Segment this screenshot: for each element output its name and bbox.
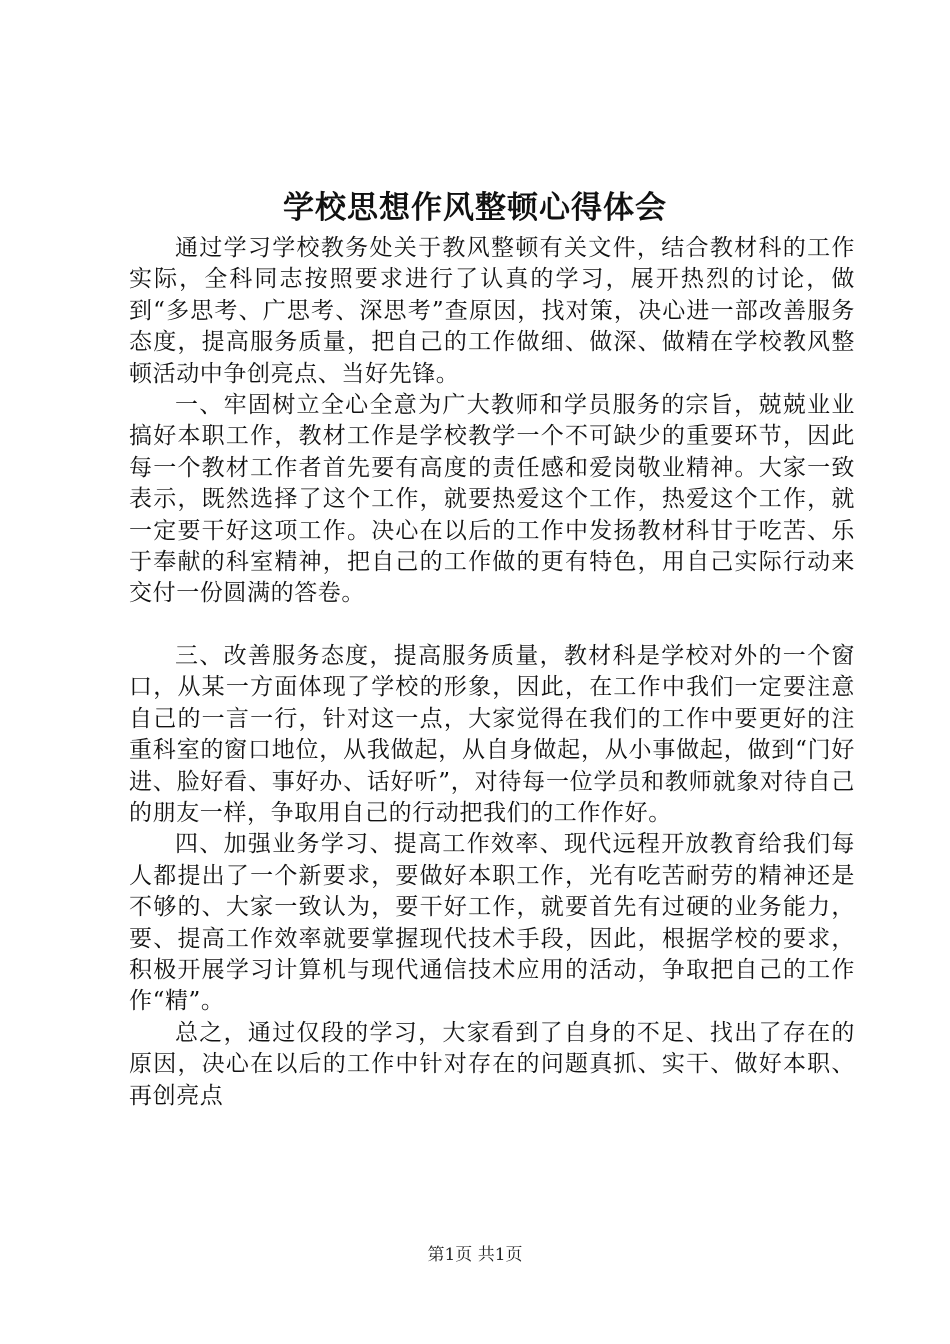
- paragraph-gap: [129, 610, 855, 641]
- paragraph-section-three: 三、改善服务态度，提高服务质量，教材科是学校对外的一个窗口，从某一方面体现了学校的形象，因此，在工作中我们一定要注意自己的一言一行，针对这一点，大家觉得在我们的工作中要更好的注重科室的窗口地位，从我做起，从自身做起，从小事做起，做到“门好进、脸好看、事好办、话好听”，对待每一位学员和教师就象对待自己的朋友一样，争取用自己的行动把我们的工作作好。: [129, 642, 855, 826]
- paragraph-section-four: 四、加强业务学习、提高工作效率、现代远程开放教育给我们每人都提出了一个新要求，要做好本职工作，光有吃苦耐劳的精神还是不够的、大家一致认为，要干好工作，就要首先有过硬的业务能力，要、提高工作效率就要掌握现代技术手段，因此，根据学校的要求，积极开展学习计算机与现代通信技术应用的活动，争取把自己的工作作“精”。: [129, 831, 855, 1015]
- paragraph-intro: 通过学习学校教务处关于教风整顿有关文件，结合教材科的工作实际，全科同志按照要求进行了认真的学习，展开热烈的讨论，做到“多思考、广思考、深思考”查原因，找对策，决心进一部改善服务态度，提高服务质量，把自己的工作做细、做深、做精在学校教风整顿活动中争创亮点、当好先锋。: [129, 235, 855, 387]
- document-body: [129, 233, 855, 1112]
- document-title: 学校思想作风整顿心得体会: [283, 190, 667, 226]
- paragraph-section-one: 一、牢固树立全心全意为广大教师和学员服务的宗旨，兢兢业业搞好本职工作，教材工作是学校教学一个不可缺少的重要环节，因此每一个教材工作者首先要有高度的责任感和爱岗敬业精神。大家一致表示，既然选择了这个工作，就要热爱这个工作，热爱这个工作，就一定要干好这项工作。决心在以后的工作中发扬教材科甘于吃苦、乐于奉献的科室精神，把自己的工作做的更有特色，用自己实际行动来交付一份圆满的答卷。: [129, 392, 855, 607]
- page-number-footer: 第1页 共1页: [427, 1245, 523, 1265]
- paragraph-conclusion: 总之，通过仅段的学习，大家看到了自身的不足、找出了存在的原因，决心在以后的工作中针对存在的问题真抓、实干、做好本职、再创亮点: [129, 1019, 855, 1109]
